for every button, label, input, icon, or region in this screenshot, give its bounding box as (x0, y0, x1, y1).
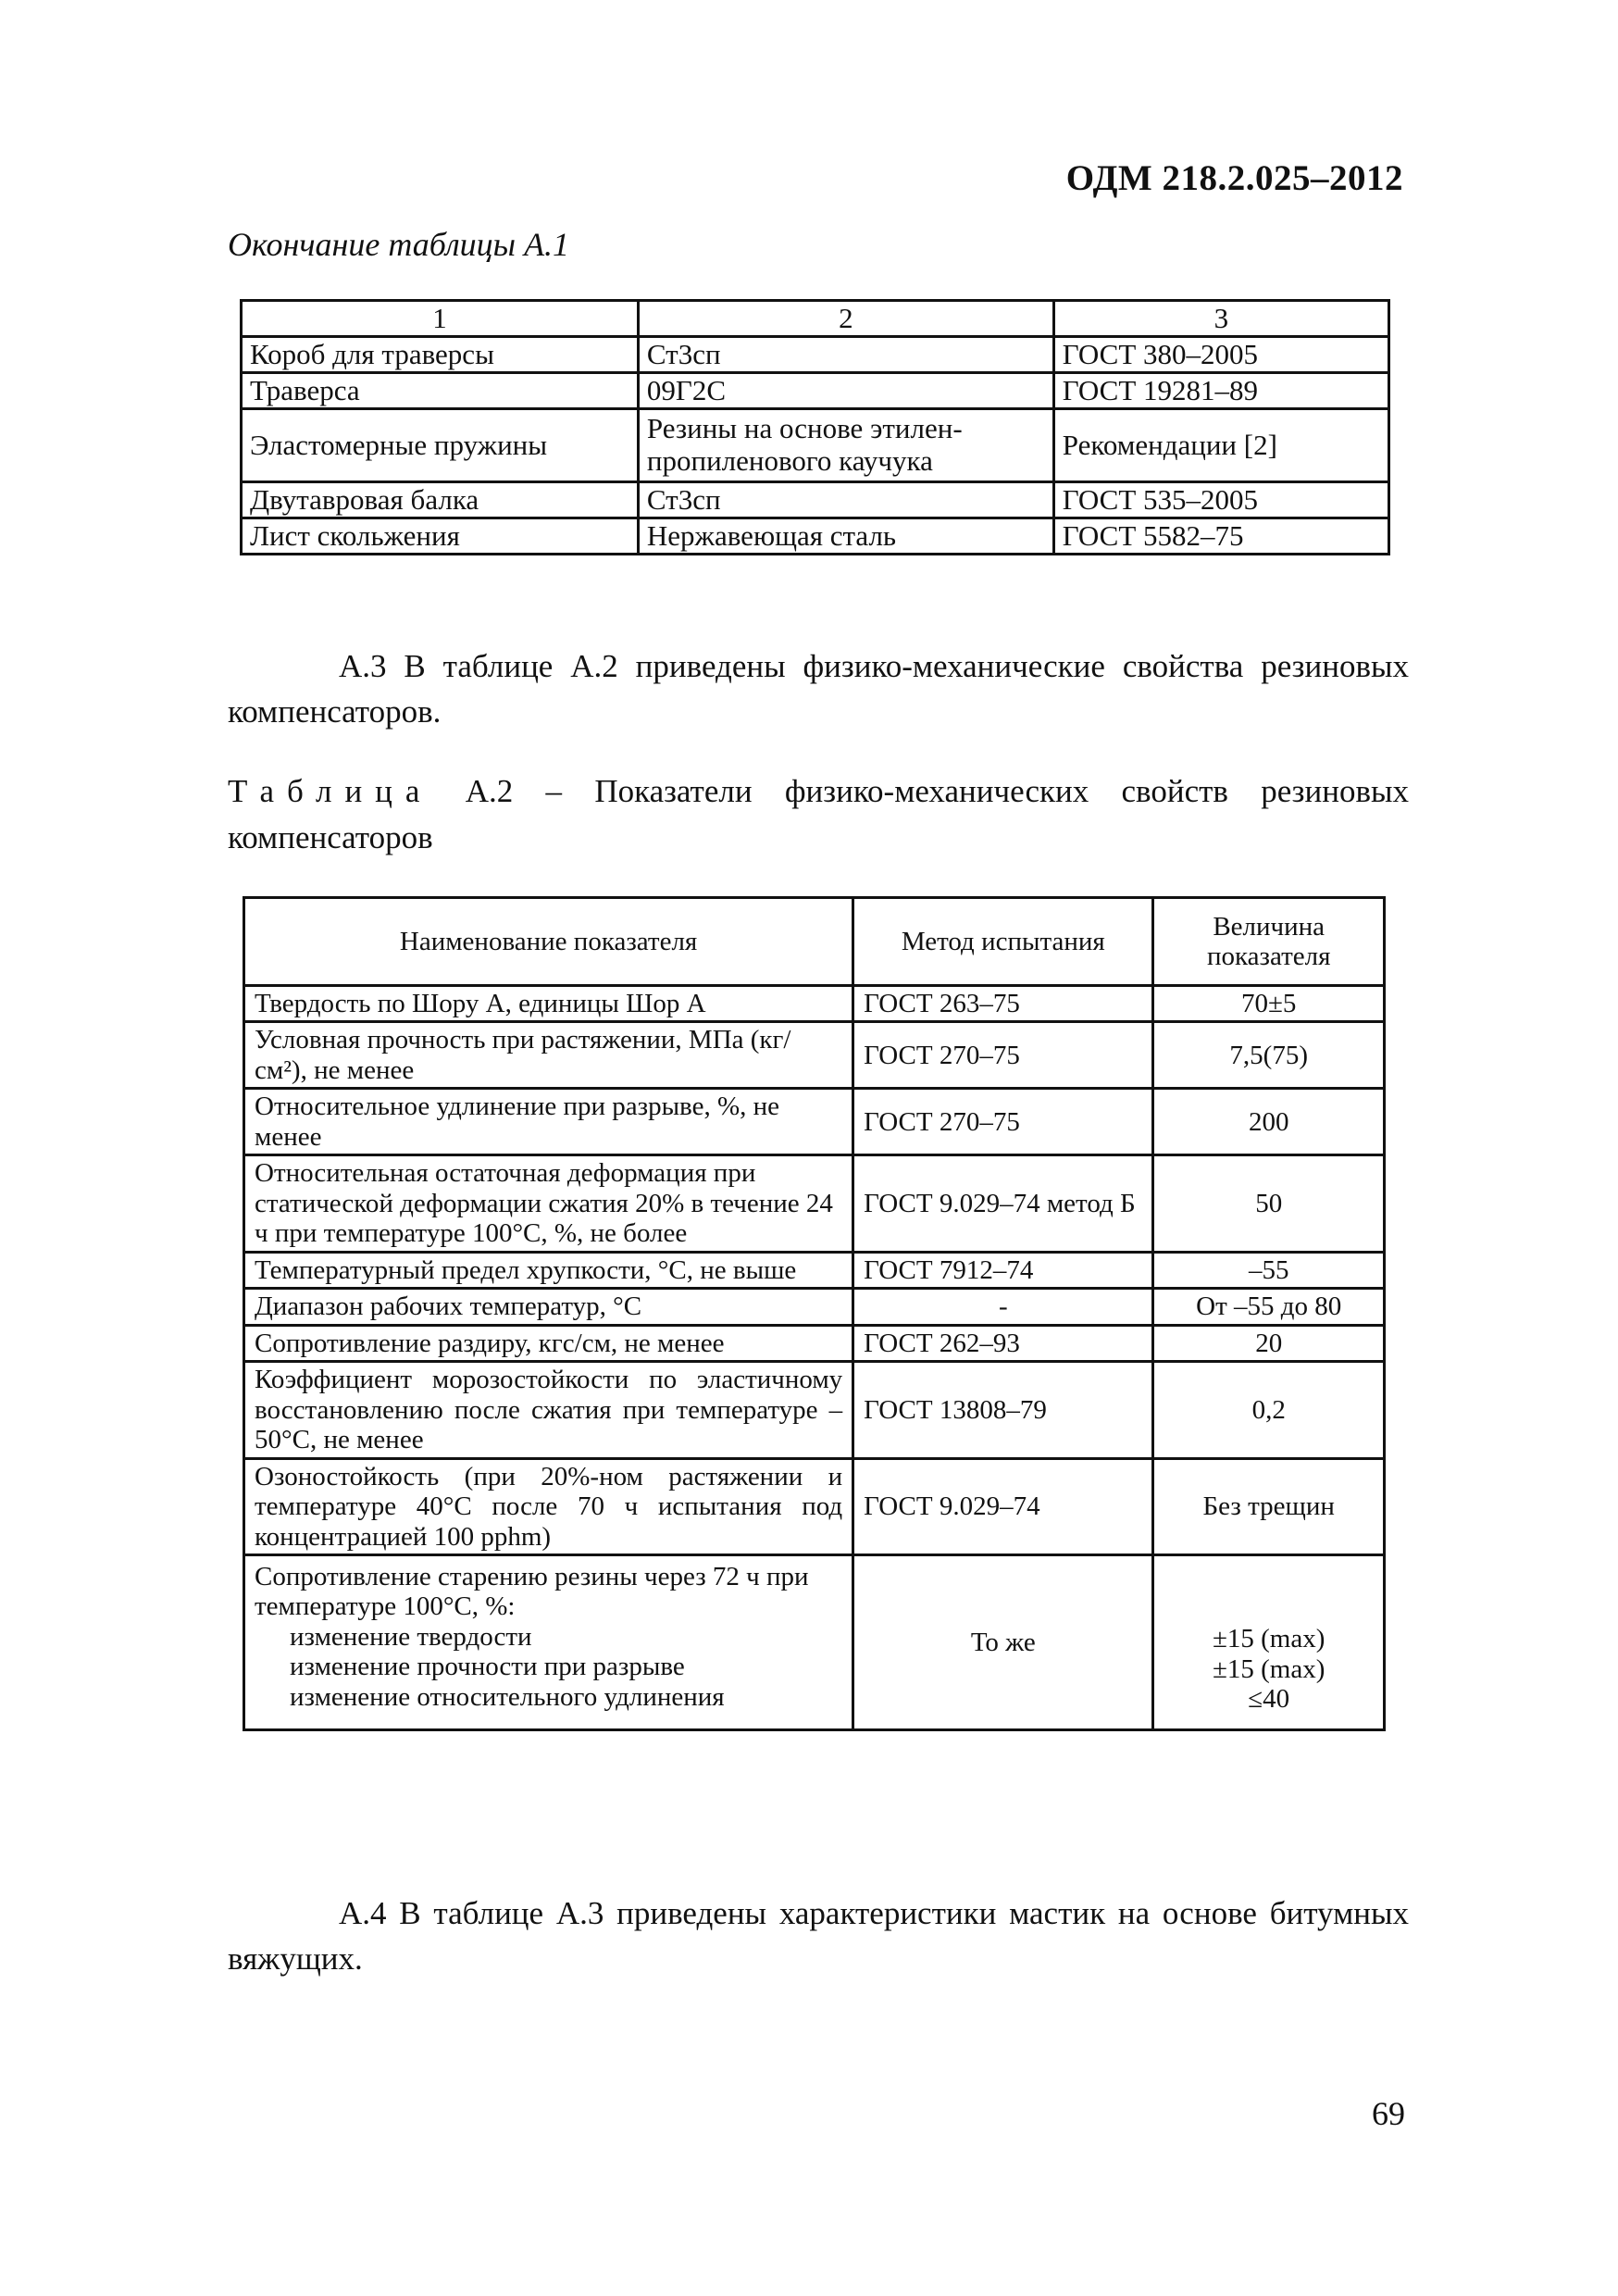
standard-cell: ГОСТ 380–2005 (1053, 337, 1388, 373)
material-cell: Ст3сп (638, 337, 1053, 373)
table-row (242, 518, 1389, 555)
table-row (244, 1022, 1385, 1089)
page-number: 69 (1372, 2095, 1405, 2132)
document-code: ОДМ 218.2.025–2012 (1065, 158, 1403, 198)
value-cell: 50 (1153, 1155, 1385, 1252)
indicator-name-cell: Относительное удлинение при разрыве, %, не менее (244, 1089, 853, 1155)
material-cell: Ст3сп (638, 482, 1053, 518)
value-cell: От –55 до 80 (1153, 1289, 1385, 1325)
table-row (242, 482, 1389, 518)
aging-item: изменение прочности при разрыве (290, 1652, 685, 1682)
table-header-row (244, 898, 1385, 986)
value-cell: 0,2 (1153, 1362, 1385, 1458)
aging-value: ±15 (max) (1212, 1624, 1326, 1654)
indicator-name-cell: Озоностойкость (при 20%-ном растяжении и температуре 40°С после 70 ч испытания под концентрацией 100 pphm) (244, 1458, 853, 1554)
table-row (244, 1325, 1385, 1361)
table-header-row (242, 301, 1389, 337)
indicator-name-cell: Температурный предел хрупкости, °С, не выше (244, 1252, 853, 1288)
indicator-name-cell: Коэффициент морозостойкости по эластичному восстановлению после сжатия при температуре –50°С, не менее (244, 1362, 853, 1458)
table-row (244, 1252, 1385, 1288)
paragraph-a4 (228, 1890, 1409, 1981)
aging-indicator-cell (244, 1554, 853, 1729)
value-cell: Без трещин (1153, 1458, 1385, 1554)
header-value: Величина показателя (1153, 898, 1385, 986)
element-name-cell: Траверса (242, 373, 639, 409)
column-number: 3 (1053, 301, 1388, 337)
paragraph-text: А.4 В таблице А.3 приведены характеристики мастик на основе битумных вяжущих. (228, 1895, 1409, 1977)
aging-item: изменение твердости (290, 1621, 532, 1652)
standard-cell: ГОСТ 19281–89 (1053, 373, 1388, 409)
paragraph-a3 (228, 643, 1409, 734)
value-cell: 7,5(75) (1153, 1022, 1385, 1089)
header-test-method: Метод испытания (853, 898, 1153, 986)
element-name-cell: Эластомерные пружины (242, 409, 639, 482)
table-title-text: А.2 – Показатели физико-механических свойств резиновых компенсаторов (228, 773, 1409, 855)
standard-cell: ГОСТ 535–2005 (1053, 482, 1388, 518)
indicator-name-cell: Относительная остаточная деформация при статической деформации сжатия 20% в течение 24 ч при температуре 100°С, %, не более (244, 1155, 853, 1252)
column-number: 1 (242, 301, 639, 337)
aging-value: ±15 (max) (1212, 1653, 1326, 1684)
table-row (242, 373, 1389, 409)
aging-values-cell (1153, 1554, 1385, 1729)
aging-item: изменение относительного удлинения (290, 1681, 725, 1712)
element-name-cell: Двутавровая балка (242, 482, 639, 518)
material-cell: Нержавеющая сталь (638, 518, 1053, 555)
test-method-cell: ГОСТ 263–75 (853, 986, 1153, 1022)
indicator-name-cell: Диапазон рабочих температур, °С (244, 1289, 853, 1325)
table-row (244, 1458, 1385, 1554)
test-method-cell: ГОСТ 270–75 (853, 1022, 1153, 1089)
indicator-name-cell: Условная прочность при растяжении, МПа (кг/см²), не менее (244, 1022, 853, 1089)
indicator-name-cell: Сопротивление раздиру, кгс/см, не менее (244, 1325, 853, 1361)
value-cell: 200 (1153, 1089, 1385, 1155)
table-a2 (243, 896, 1386, 1731)
element-name-cell: Лист скольжения (242, 518, 639, 555)
table-row (244, 986, 1385, 1022)
table-row (244, 1289, 1385, 1325)
indicator-name-cell: Твердость по Шору А, единицы Шор А (244, 986, 853, 1022)
table-row (244, 1554, 1385, 1729)
element-name-cell: Короб для траверсы (242, 337, 639, 373)
test-method-cell: ГОСТ 7912–74 (853, 1252, 1153, 1288)
aging-value: ≤40 (1248, 1684, 1290, 1715)
table-row (242, 409, 1389, 482)
paragraph-text: А.3 В таблице А.2 приведены физико-механические свойства резиновых компенсаторов. (228, 648, 1409, 730)
table-row (244, 1089, 1385, 1155)
aging-title: Сопротивление старению резины через 72 ч при температуре 100°С, %: (255, 1561, 809, 1622)
test-method-cell: ГОСТ 9.029–74 метод Б (853, 1155, 1153, 1252)
table-row (244, 1362, 1385, 1458)
table-word: Таблица (228, 773, 433, 809)
column-number: 2 (638, 301, 1053, 337)
test-method-cell: ГОСТ 270–75 (853, 1089, 1153, 1155)
standard-cell: Рекомендации [2] (1053, 409, 1388, 482)
value-cell: –55 (1153, 1252, 1385, 1288)
header-indicator-name: Наименование показателя (244, 898, 853, 986)
test-method-cell: То же (853, 1554, 1153, 1729)
test-method-cell: ГОСТ 262–93 (853, 1325, 1153, 1361)
value-cell: 20 (1153, 1325, 1385, 1361)
test-method-cell: - (853, 1289, 1153, 1325)
table-a1-caption: Окончание таблицы А.1 (228, 226, 570, 263)
standard-cell: ГОСТ 5582–75 (1053, 518, 1388, 555)
table-a1 (240, 299, 1390, 555)
value-cell: 70±5 (1153, 986, 1385, 1022)
test-method-cell: ГОСТ 13808–79 (853, 1362, 1153, 1458)
test-method-cell: ГОСТ 9.029–74 (853, 1458, 1153, 1554)
material-cell: 09Г2С (638, 373, 1053, 409)
table-row (242, 337, 1389, 373)
table-row (244, 1155, 1385, 1252)
table-a2-title (228, 768, 1409, 861)
material-cell: Резины на основе этилен-пропиленового каучука (638, 409, 1053, 482)
